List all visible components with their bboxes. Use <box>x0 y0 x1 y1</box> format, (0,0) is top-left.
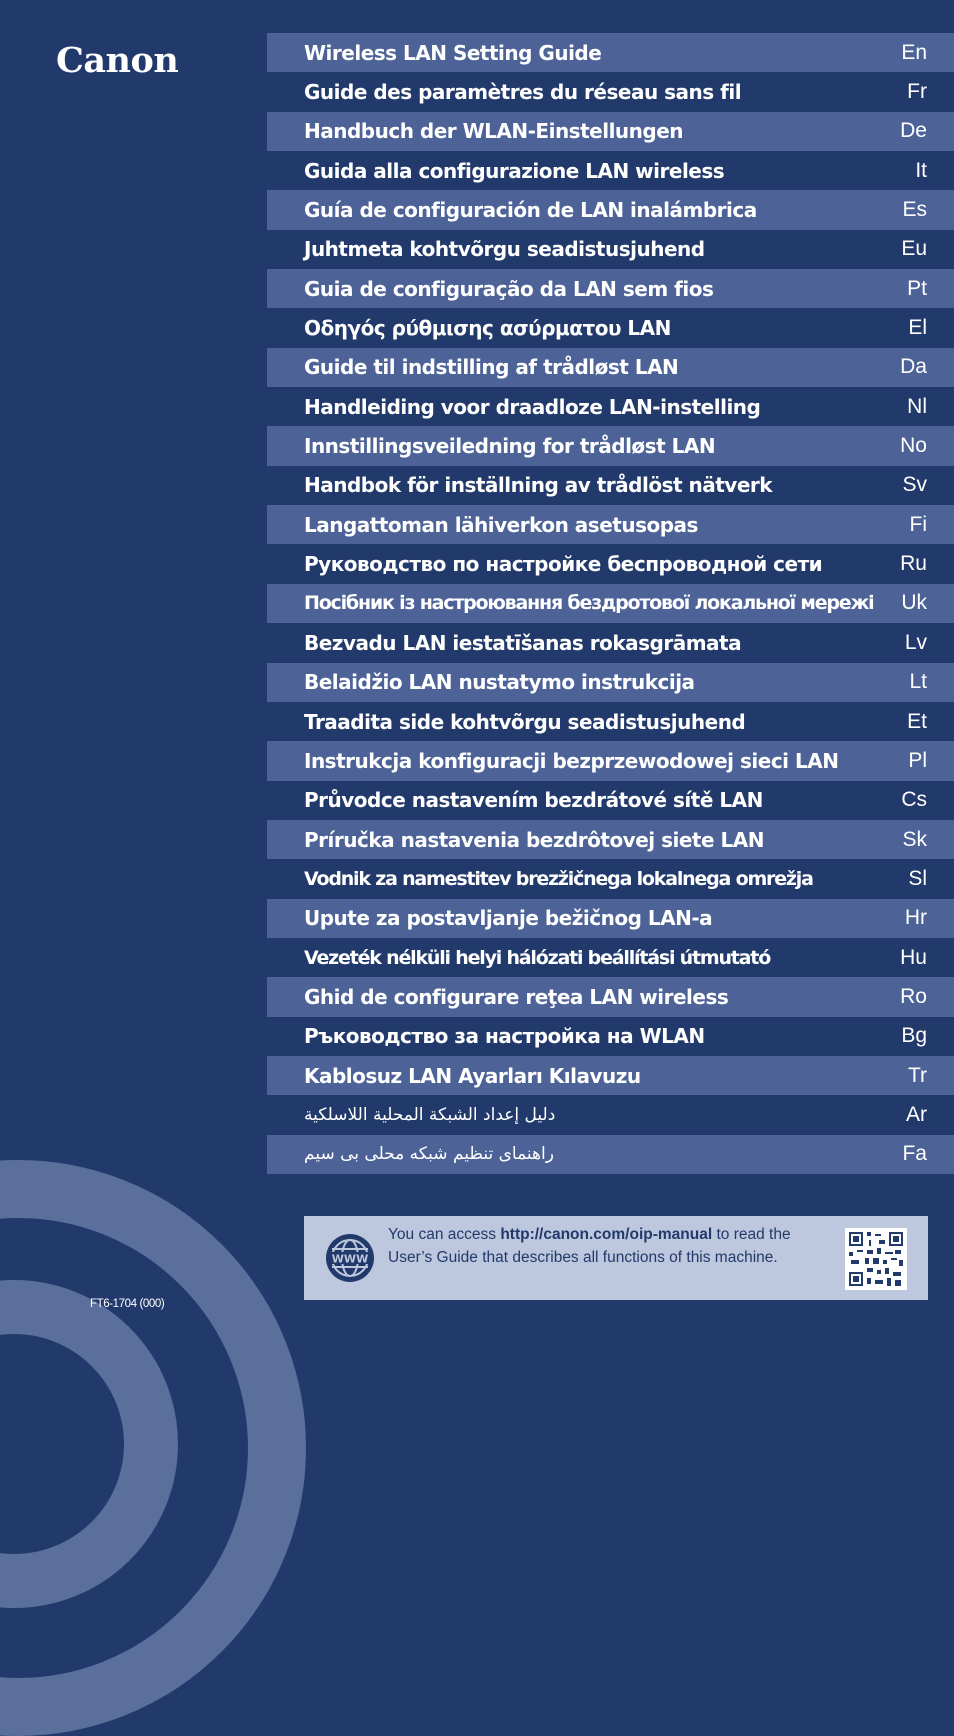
language-code: Lv <box>904 630 927 654</box>
language-row-en <box>267 33 954 72</box>
language-title: Guide til indstilling af trådløst LAN <box>304 355 679 380</box>
language-code: Fa <box>902 1142 927 1166</box>
language-code: Hr <box>904 906 927 930</box>
language-code: De <box>900 119 927 143</box>
www-globe-icon <box>324 1232 376 1284</box>
language-code: Lt <box>909 670 927 694</box>
language-title: Handbuch der WLAN-Einstellungen <box>304 119 684 144</box>
language-row-de <box>267 112 954 151</box>
language-row-hu <box>267 938 954 977</box>
language-title: Handleiding voor draadloze LAN-instelling <box>304 394 761 419</box>
language-title: Traadita side kohtvõrgu seadistusjuhend <box>304 709 746 734</box>
language-row-pt <box>267 269 954 308</box>
language-code: Sk <box>902 827 927 851</box>
language-title: Ghid de configurare reţea LAN wireless <box>304 984 729 1009</box>
language-row-da <box>267 348 954 387</box>
language-row-et <box>267 702 954 741</box>
language-code: Pl <box>908 748 927 772</box>
manual-url-link[interactable]: http://canon.com/oip-manual <box>500 1226 713 1243</box>
language-row-lv <box>267 623 954 662</box>
document-code: FT6-1704 (000) <box>90 1298 165 1310</box>
language-code: Sl <box>908 866 927 890</box>
language-title: Посібник із настроювання бездротової локальної мережі <box>304 592 874 615</box>
language-row-it <box>267 151 954 190</box>
language-row-lt <box>267 663 954 702</box>
language-row-sv <box>267 466 954 505</box>
info-text-after: to read the User’s Guide that describes all functions of this machine. <box>388 1226 791 1266</box>
language-code: Ru <box>900 552 927 576</box>
online-manual-info-box <box>304 1216 928 1300</box>
language-code: En <box>901 40 927 64</box>
language-row-ro <box>267 977 954 1016</box>
language-code: It <box>915 158 927 182</box>
language-title: Guide des paramètres du réseau sans fil <box>304 80 742 105</box>
language-title: Guia de configuração da LAN sem fios <box>304 276 714 301</box>
language-title: Průvodce nastavením bezdrátové sítě LAN <box>304 788 763 813</box>
language-code: Sv <box>902 473 927 497</box>
language-title: Langattoman lähiverkon asetusopas <box>304 512 698 537</box>
language-code: Pt <box>907 276 927 300</box>
language-row-ru <box>267 544 954 583</box>
language-code: Uk <box>901 591 927 615</box>
language-row-bg <box>267 1017 954 1056</box>
language-title: Guida alla configurazione LAN wireless <box>304 158 725 183</box>
language-code: Nl <box>907 394 927 418</box>
svg-text:WWW: WWW <box>331 1252 369 1266</box>
qr-code-icon[interactable] <box>845 1228 907 1290</box>
language-row-el <box>267 308 954 347</box>
language-row-fi <box>267 505 954 544</box>
language-title: Kablosuz LAN Ayarları Kılavuzu <box>304 1063 641 1088</box>
language-code: Fi <box>909 512 927 536</box>
language-title: Vezeték nélküli helyi hálózati beállítási útmutató <box>304 946 771 969</box>
language-code: Hu <box>900 945 927 969</box>
language-row-es <box>267 190 954 229</box>
language-row-uk <box>267 584 954 623</box>
language-title: Upute za postavljanje bežičnog LAN-a <box>304 906 713 931</box>
language-row-tr <box>267 1056 954 1095</box>
language-row-fa <box>267 1135 954 1174</box>
canon-logo: Canon <box>56 40 179 81</box>
language-title: Guía de configuración de LAN inalámbrica <box>304 198 757 223</box>
language-code: Da <box>900 355 927 379</box>
language-row-hr <box>267 899 954 938</box>
language-row-no <box>267 426 954 465</box>
language-title-list <box>267 33 954 1174</box>
language-title: راهنمای تنظیم شبکه محلی بی سیم <box>304 1144 554 1165</box>
language-row-sk <box>267 820 954 859</box>
language-title: Руководство по настройке беспроводной сети <box>304 552 823 577</box>
language-row-sl <box>267 859 954 898</box>
language-title: Bezvadu LAN iestatīšanas rokasgrāmata <box>304 630 742 655</box>
language-title: Belaidžio LAN nustatymo instrukcija <box>304 670 695 695</box>
language-title: Juhtmeta kohtvõrgu seadistusjuhend <box>304 237 705 262</box>
language-code: Ro <box>900 984 927 1008</box>
language-code: Fr <box>907 80 927 104</box>
language-title: Innstillingsveiledning for trådløst LAN <box>304 434 716 459</box>
language-title: Οδηγός ρύθμισης ασύρματου LAN <box>304 316 671 341</box>
language-row-eu <box>267 230 954 269</box>
language-code: Et <box>907 709 927 733</box>
language-row-ar <box>267 1095 954 1134</box>
language-title: دليل إعداد الشبكة المحلية اللاسلكية <box>304 1104 556 1125</box>
language-row-pl <box>267 741 954 780</box>
language-row-nl <box>267 387 954 426</box>
language-title: Ръководство за настройка на WLAN <box>304 1024 705 1049</box>
language-code: Eu <box>901 237 927 261</box>
language-code: Ar <box>906 1102 927 1126</box>
language-code: Tr <box>907 1063 927 1087</box>
language-title: Instrukcja konfiguracji bezprzewodowej sieci LAN <box>304 748 839 773</box>
language-title: Wireless LAN Setting Guide <box>304 40 602 65</box>
language-title: Vodnik za namestitev brezžičnega lokalnega omrežja <box>304 867 813 890</box>
language-row-fr <box>267 72 954 111</box>
language-code: El <box>908 316 927 340</box>
online-manual-text <box>388 1224 828 1269</box>
language-code: No <box>900 434 927 458</box>
info-text-before: You can access <box>388 1226 501 1243</box>
language-title: Handbok för inställning av trådlöst nätverk <box>304 473 773 498</box>
language-code: Es <box>902 198 927 222</box>
language-title: Príručka nastavenia bezdrôtovej siete LAN <box>304 827 764 852</box>
language-row-cs <box>267 781 954 820</box>
language-code: Bg <box>901 1024 927 1048</box>
language-code: Cs <box>901 788 927 812</box>
